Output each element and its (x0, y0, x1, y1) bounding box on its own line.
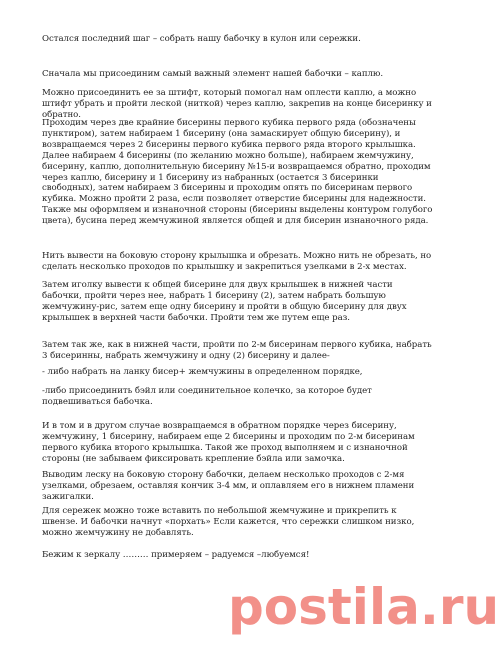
paragraph-option-bail: -либо присоединить бэйл или соединительное колечко, за которое будет подвешиваться бабочка. (42, 386, 372, 407)
paragraph-closing: Бежим к зеркалу ……… примеряем – радуемся –любуемся! (42, 550, 310, 560)
paragraph-upper-part: Затем так же, как в нижней части, пройти по 2-м бисеринам первого кубика, набрать 3 бисеринны, набрать жемчужину и одну (2) бисерину и далее- (42, 340, 432, 361)
paragraph-finish: Выводим леску на боковую сторону бабочки, делаем несколько проходов с 2-мя узелками, обрезаем, оставляя кончик 3-4 мм, и оплавляем его в нижнем пламени зажигалки. (42, 470, 415, 502)
paragraph-attach-drop: Можно присоединить ее за штифт, который помогал нам оплести каплю, а можно штифт убрать и пройти леской (ниткой) через каплю, закрепив на конце бисеринку и обратно. (42, 88, 432, 120)
paragraph-option-beads: - либо набрать на ланку бисер+ жемчужины в определенном порядке, (42, 367, 363, 377)
paragraph-return: И в том и в другом случае возвращаемся в обратном порядке через бисерину, жемчужину, 1 бисерину, набираем еще 2 бисерины и проходим по 2-м бисеринам первого кубика второго крылышка. Такой же проход выполняем и с изнаночной стороны (не забываем фиксировать крепление бэйла или замочка. (42, 421, 415, 464)
paragraph-intro: Остался последний шаг – собрать нашу бабочку в кулон или сережки. (42, 34, 361, 44)
watermark-logo: postila.ru (228, 578, 499, 636)
paragraph-first-step: Сначала мы присоединим самый важный элемент нашей бабочки – каплю. (42, 69, 384, 79)
paragraph-needle: Затем иголку вывести к общей бисерине для двух крылышек в нижней части бабочки, пройти через нее, набрать 1 бисерину (2), затем набрать большую жемчужину-рис, затем еще одну бисерину и пройти в общую бисерину для двух крылышек в верхней части бабочки. Пройти тем же путем еще раз. (42, 280, 407, 323)
paragraph-cut-thread: Нить вывести на боковую сторону крылышка и обрезать. Можно нить не обрезать, но сделать несколько проходов по крылышку и закрепиться узелками в 2-х местах. (42, 251, 432, 272)
paragraph-earrings: Для сережек можно тоже вставить по небольшой жемчужине и прикрепить к швензе. И бабочки начнут «порхать» Если кажется, что сережки слишком низко, можно жемчужину не добавлять. (42, 506, 415, 538)
paragraph-main-steps: Проходим через две крайние бисерины первого кубика первого ряда (обозначены пунктиром), затем набираем 1 бисерину (она замаскирует общую бисерину), и возвращаемся через 2 бисерины первого кубика первого ряда второго крылышка. Далее набираем 4 бисерины (по желанию можно больше), набираем жемчужину, бисерину, каплю, дополнительную бисерину №15-и возвращаемся обратно, проходим через каплю, бисерину и 1 бисерину из набранных (остается 3 бисеринки свободных), затем набираем 3 бисерины и проходим опять по бисеринам первого кубика. Можно пройти 2 раза, если позволяет отверстие бисерины для надежности. Также мы оформляем и изнаночной стороны (бисерины выделены контуром голубого цвета), бусина перед жемчужиной является общей и для бисерин изнаночного ряда. (42, 118, 433, 227)
